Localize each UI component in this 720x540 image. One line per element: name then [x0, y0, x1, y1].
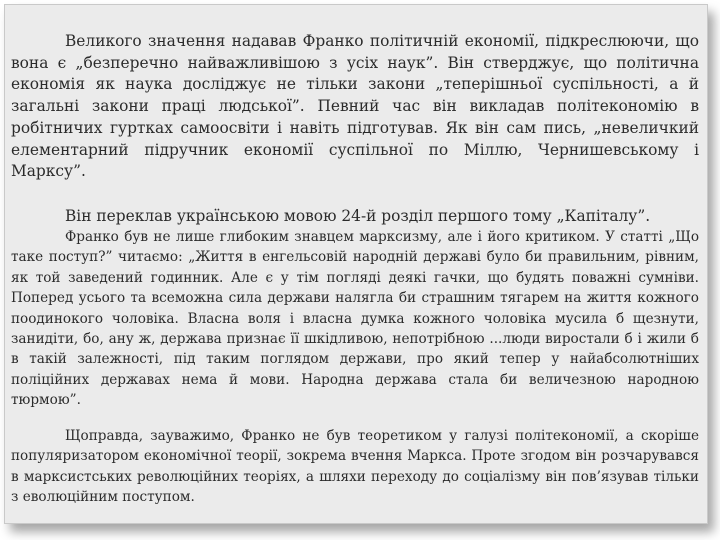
paragraph-capital-translation: Він переклав українською мовою 24-й розділ першого тому „Капіталу”. [65, 207, 651, 225]
slide-frame [4, 4, 708, 524]
paragraph-marxism-critique: Франко був не лише глибоким знавцем марксизму, але і його критиком. У статті „Що таке поступ?” читаємо: „Життя в енгельсовій народній державі було би правильним, рівним, як той заведений годинник. Але є у тім погляді деякі гачки, що будять поважні сумніви. Поперед усього та всеможна сила держави налягла би страшним тягарем на життя кожного поодинокого чоловіка. Власна воля і власна думка кожного чоловіка мусила б щезнути, занидіти, бо, ану ж, держава признає її шкідливою, непотрібною ...люди виростали б і жили б в такій залежності, під таким поглядом держави, про який тепер у найабсолютніших поліційних державах нема й мови. Народна держава стала би величезною народною тюрмою”. [11, 229, 699, 409]
paragraph-economy-importance: Великого значення надавав Франко політичній економії, підкреслюючи, що вона є „безперечно найважливішою з усіх наук”. Він стверджує, що політична економія як наука досліджує не тільки закони „теперішньої суспільності, а й загальні закони праці людської”. Певний час він викладав політекономію в робітничих гуртках самоосвіти і навіть підготував. Як він сам пись, „невеличкий елементарний підручник економії суспільної по Міллю, Чернишевському і Марксу”. [11, 32, 699, 181]
paragraph-popularizer: Щоправда, зауважимо, Франко не був теоретиком у галузі політекономії, а скоріше популяризатором економічної теорії, зокрема вчення Маркса. Проте згодом він розчарувався в марксистських революційних теоріях, а шляхи переходу до соціалізму він пов’язував тільки з еволюційним поступом. [11, 428, 699, 506]
slide-content [11, 11, 699, 517]
